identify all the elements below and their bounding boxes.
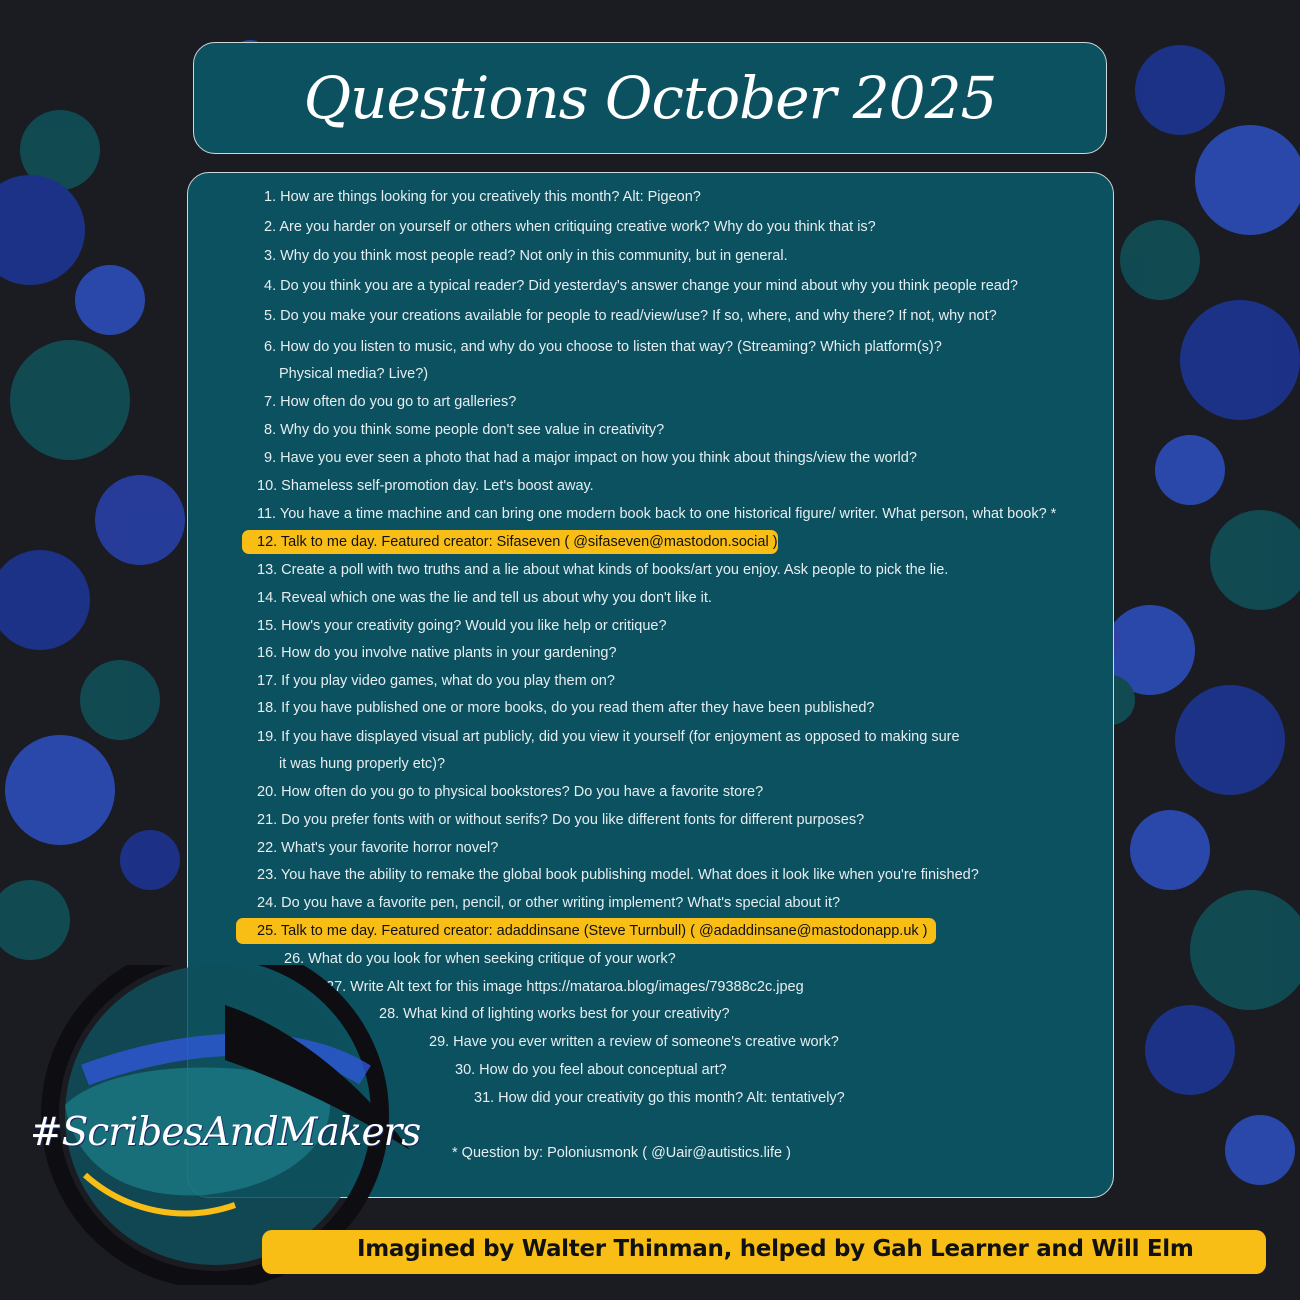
question-item: 18. If you have published one or more books, do you read them after they have been published? (257, 700, 875, 716)
question-item-continued: it was hung properly etc)? (279, 756, 446, 772)
question-item: 20. How often do you go to physical bookstores? Do you have a favorite store? (257, 784, 764, 800)
footnote: * Question by: Poloniusmonk ( @Uair@autistics.life ) (452, 1145, 791, 1161)
question-item: 8. Why do you think some people don't see value in creativity? (264, 422, 665, 438)
question-item: 21. Do you prefer fonts with or without serifs? Do you like different fonts for different purposes? (257, 812, 865, 828)
title-banner (193, 42, 1107, 154)
question-item: 28. What kind of lighting works best for your creativity? (379, 1006, 730, 1022)
question-item: 22. What's your favorite horror novel? (257, 840, 499, 856)
question-item: 29. Have you ever written a review of someone's creative work? (429, 1034, 839, 1050)
question-item: 4. Do you think you are a typical reader? Did yesterday's answer change your mind about why you think people read? (264, 278, 1018, 294)
question-item: 19. If you have displayed visual art publicly, did you view it yourself (for enjoyment as opposed to making sure (257, 729, 960, 745)
question-item: 15. How's your creativity going? Would you like help or critique? (257, 618, 667, 634)
question-item-highlighted: 25. Talk to me day. Featured creator: adaddinsane (Steve Turnbull) ( @adaddinsane@mastodonapp.uk ) (257, 923, 928, 939)
question-item: 14. Reveal which one was the lie and tell us about why you don't like it. (257, 590, 712, 606)
question-item: 23. You have the ability to remake the global book publishing model. What does it look like when you're finished? (257, 867, 979, 883)
question-item: 17. If you play video games, what do you play them on? (257, 673, 615, 689)
question-item-continued: Physical media? Live?) (279, 366, 429, 382)
question-item: 9. Have you ever seen a photo that had a major impact on how you think about things/view the world? (264, 450, 917, 466)
credit-text: Imagined by Walter Thinman, helped by Gah Learner and Will Elm (357, 1236, 1194, 1262)
question-item-highlighted: 12. Talk to me day. Featured creator: Sifaseven ( @sifaseven@mastodon.social ) (257, 534, 778, 550)
question-item: 6. How do you listen to music, and why do you choose to listen that way? (Streaming? Which platform(s)? (264, 339, 942, 355)
question-item: 13. Create a poll with two truths and a lie about what kinds of books/art you enjoy. Ask people to pick the lie. (257, 562, 949, 578)
question-item: 1. How are things looking for you creatively this month? Alt: Pigeon? (264, 189, 701, 205)
question-item: 2. Are you harder on yourself or others when critiquing creative work? Why do you think that is? (264, 219, 876, 235)
question-item: 16. How do you involve native plants in your gardening? (257, 645, 617, 661)
question-item: 26. What do you look for when seeking critique of your work? (284, 951, 676, 967)
page-title: Questions October 2025 (303, 64, 997, 132)
question-item: 27. Write Alt text for this image https://mataroa.blog/images/79388c2c.jpeg (326, 979, 804, 995)
question-item: 5. Do you make your creations available for people to read/view/use? If so, where, and why there? If not, why not? (264, 308, 997, 324)
question-item: 11. You have a time machine and can bring one modern book back to one historical figure/ writer. What person, what book? * (257, 506, 1057, 522)
question-item: 3. Why do you think most people read? Not only in this community, but in general. (264, 248, 788, 264)
question-item: 7. How often do you go to art galleries? (264, 394, 517, 410)
question-item: 30. How do you feel about conceptual art? (455, 1062, 727, 1078)
question-item: 10. Shameless self-promotion day. Let's boost away. (257, 478, 594, 494)
logo-hashtag: #ScribesAndMakers (30, 1110, 421, 1155)
question-item: 31. How did your creativity go this month? Alt: tentatively? (474, 1090, 845, 1106)
question-item: 24. Do you have a favorite pen, pencil, or other writing implement? What's special about it? (257, 895, 841, 911)
